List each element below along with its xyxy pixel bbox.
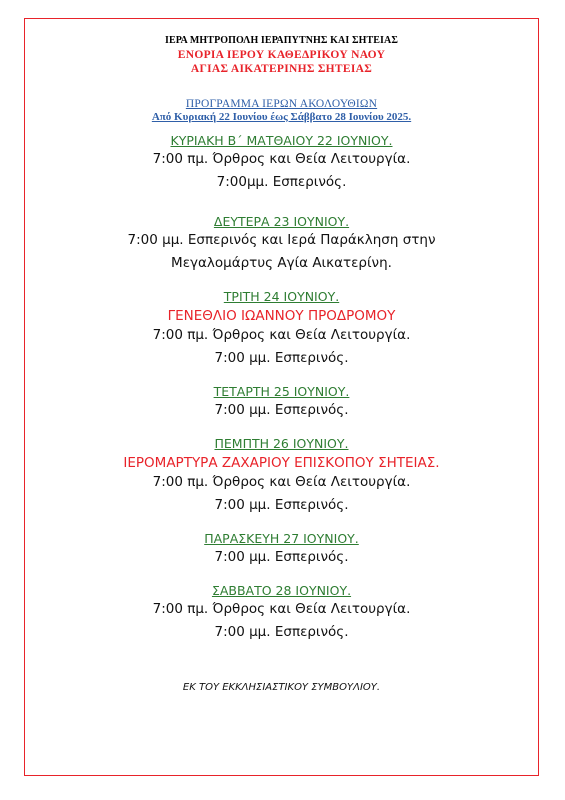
feast-title: ΓΕΝΕΘΛΙΟ ΙΩΑΝΝΟΥ ΠΡΟΔΡΟΜΟΥ — [167, 308, 396, 324]
day-heading: ΠΕΜΠΤΗ 26 ΙΟΥΝΙΟΥ. — [214, 436, 349, 451]
footer-signature: ΕΚ ΤΟΥ ΕΚΚΛΗΣΙΑΣΤΙΚΟΥ ΣΥΜΒΟΥΛΙΟΥ. — [182, 682, 381, 693]
day-heading: ΚΥΡΙΑΚΗ Β΄ ΜΑΤΘΑΙΟΥ 22 ΙΟΥΝΙΟΥ. — [170, 133, 393, 148]
schedule-list — [24, 133, 539, 644]
day-block-saturday — [24, 583, 539, 644]
day-block-sunday — [24, 133, 539, 194]
parish-header: ΕΝΟΡΙΑ ΙΕΡΟΥ ΚΑΘΕΔΡΙΚΟΥ ΝΑΟΥ — [177, 49, 386, 61]
service-line: 7:00 μμ. Εσπερινός. — [214, 624, 349, 640]
day-heading: ΔΕΥΤΕΡΑ 23 ΙΟΥΝΙΟΥ. — [213, 214, 350, 229]
service-line: 7:00 μμ. Εσπερινός. — [214, 497, 349, 513]
service-line: 7:00 μμ. Εσπερινός. — [214, 350, 349, 366]
day-heading: ΠΑΡΑΣΚΕΥΗ 27 ΙΟΥΝΙΟΥ. — [204, 531, 359, 546]
day-block-tuesday — [24, 289, 539, 370]
day-heading: ΤΕΤΑΡΤΗ 25 ΙΟΥΝΙΟΥ. — [213, 384, 350, 399]
program-subtitle: Από Κυριακή 22 Ιουνίου έως Σάββατο 28 Ιουνίου 2025. — [151, 111, 412, 123]
feast-title: ΙΕΡΟΜΑΡΤΥΡΑ ΖΑΧΑΡΙΟΥ ΕΠΙΣΚΟΠΟΥ ΣΗΤΕΙΑΣ. — [123, 455, 440, 471]
service-line: 7:00 πμ. Όρθρος και Θεία Λειτουργία. — [152, 474, 411, 490]
program-title: ΠΡΟΓΡΑΜΜΑ ΙΕΡΩΝ ΑΚΟΛΟΥΘΙΩΝ — [185, 98, 378, 110]
service-line: 7:00μμ. Εσπερινός. — [216, 174, 347, 190]
document-content — [24, 18, 539, 693]
service-line: 7:00 μμ. Εσπερινός και Ιερά Παράκληση στην — [127, 232, 436, 248]
service-line: Μεγαλομάρτυς Αγία Αικατερίνη. — [171, 255, 392, 271]
day-heading: ΣΑΒΒΑΤΟ 28 ΙΟΥΝΙΟΥ. — [211, 583, 352, 598]
day-heading: ΤΡΙΤΗ 24 ΙΟΥΝΙΟΥ. — [223, 289, 340, 304]
service-line: 7:00 μμ. Εσπερινός. — [214, 402, 349, 418]
service-line: 7:00 μμ. Εσπερινός. — [214, 549, 349, 565]
church-header: ΑΓΙΑΣ ΑΙΚΑΤΕΡΙΝΗΣ ΣΗΤΕΙΑΣ — [190, 63, 373, 75]
day-block-thursday — [24, 436, 539, 517]
metropolis-header: ΙΕΡΑ ΜΗΤΡΟΠΟΛΗ ΙΕΡΑΠΥΤΝΗΣ ΚΑΙ ΣΗΤΕΙΑΣ — [165, 35, 398, 46]
day-block-wednesday — [24, 384, 539, 422]
day-block-friday — [24, 531, 539, 569]
service-line: 7:00 πμ. Όρθρος και Θεία Λειτουργία. — [152, 327, 411, 343]
day-block-monday — [24, 214, 539, 275]
service-line: 7:00 πμ. Όρθρος και Θεία Λειτουργία. — [152, 601, 411, 617]
service-line: 7:00 πμ. Όρθρος και Θεία Λειτουργία. — [152, 151, 411, 167]
